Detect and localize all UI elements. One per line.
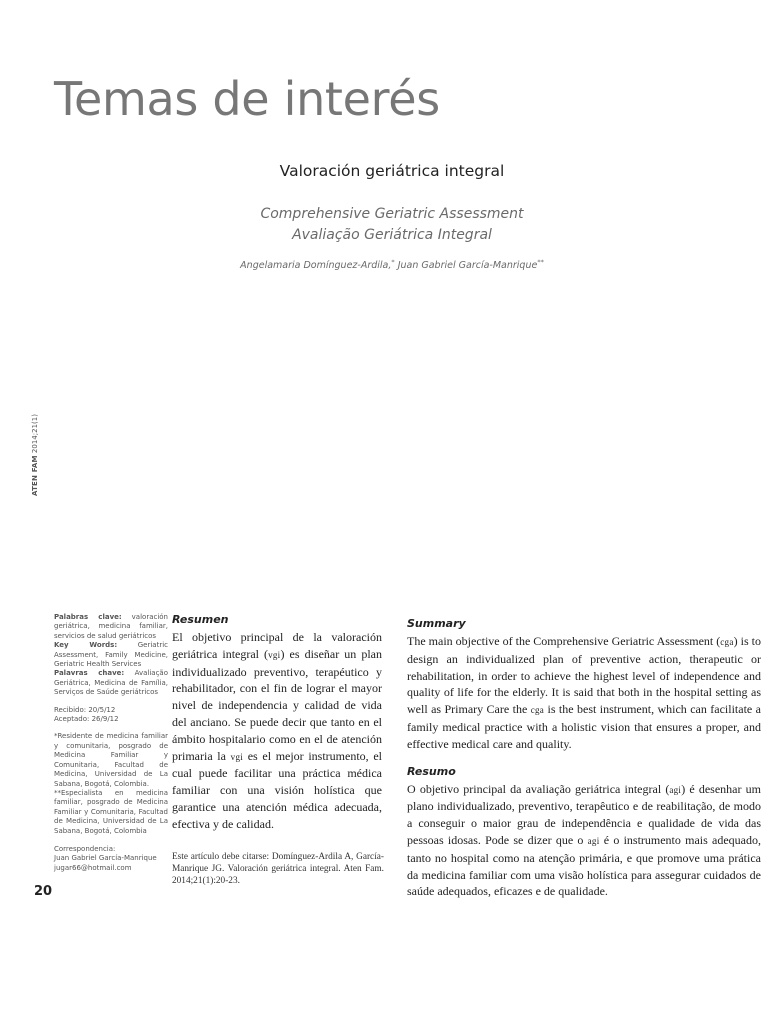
keywords-text: Geriatric Assessment, Family Medicine, Geriatric Health Services	[54, 641, 168, 669]
affiliation: **Especialista en medicina familiar, posgrado de Medicina Familiar y Comunitaria, Facultad de Medicina, Universidad de La Sabana, Bogotá, Colombia	[54, 788, 168, 835]
keywords-english	[54, 641, 168, 669]
abbreviation: vgi	[268, 649, 281, 660]
section-title: Temas de interés	[54, 72, 440, 126]
summary-section	[407, 617, 761, 753]
journal-abbreviation: ATEN FAM	[31, 455, 39, 496]
correspondence	[54, 845, 168, 873]
abbreviation: cga	[530, 705, 545, 716]
resumo-section	[407, 765, 761, 901]
received-date: Recibido: 20/5/12	[54, 705, 116, 714]
page-number: 20	[34, 884, 53, 899]
accepted-date: Aceptado: 26/9/12	[54, 715, 119, 724]
abstract-translations	[407, 617, 761, 900]
resumen-text: El objetivo principal de la valoración geriátrica integral (vgi) es diseñar un plan individualizado preventivo, terapéutico y rehabilitador, con el fin de lograr el mayor nivel de independencia y calidad de vida del anciano. Se puede decir que tanto en el ámbito hospitalario como en el de atención primaria la vgi es el mejor instrumento, el cual puede facilitar una práctica médica familiar con una visión holística que garantice una atención médica adecuada, efectiva y de calidad.	[172, 630, 382, 831]
affiliation: *Residente de medicina familiar y comunitaria, posgrado de Medicina Familiar y Comunitaria, Facultad de Medicina, Universidad de La Sabana, Bogotá, Colombia.	[54, 732, 168, 788]
keywords-text: Avaliação Geriátrica, Medicina de Família, Serviços de Saúde geriátricos	[54, 669, 168, 697]
keywords-portuguese	[54, 669, 168, 697]
article-title-english: Comprehensive Geriatric Assessment	[260, 206, 524, 222]
resumo-heading: Resumo	[407, 764, 456, 778]
abbreviation: vgi	[230, 751, 244, 762]
abbreviation: agi	[587, 835, 600, 846]
journal-reference-vertical	[31, 396, 43, 496]
correspondence-email: jugar66@hotmail.com	[54, 863, 132, 872]
summary-text: The main objective of the Comprehensive Geriatric Assessment (cga) is to design an individualized plan of preventive action, therapeutic or rehabilitation, in order to achieve the highest level of independence and quality of life for the elderly. It is said that both in the hospital setting as well as Primary Care the cga is the best instrument, which can facilitate a family medical practice with a holistic vision that ensures a proper, and effective medical care and quality.	[407, 634, 761, 751]
keywords-label: Palavras chave:	[54, 669, 125, 678]
abbreviation: cga	[720, 637, 734, 647]
correspondence-name: Juan Gabriel García-Manrique	[54, 854, 157, 863]
author-footnote-mark: **	[537, 258, 544, 266]
author-footnote-mark: *	[391, 258, 395, 266]
submission-dates	[54, 706, 168, 725]
keywords-text: valoración geriátrica, medicina familiar, servicios de salud geriátricos	[54, 613, 168, 640]
keywords-label: Palabras clave:	[54, 613, 122, 621]
keywords-spanish	[54, 613, 168, 641]
resumo-text: O objetivo principal da avaliação geriátrica integral (agi) é desenhar um plano individualizado, preventivo, terapêutico e de reabilitação, de modo a conseguir o maior grau de independência e qualidade de vida das pessoas idosas. Pode se dizer que o agi é o instrumento mais adequado, tanto no hospital como na atenção primária, e que promove uma prática da medicina familiar com uma visão holística para assegurar cuidados de saúde adequados, eficazes e de qualidade.	[407, 781, 762, 899]
journal-issue: 2014;21(1)	[31, 414, 39, 454]
article-title: Valoración geriátrica integral	[279, 162, 505, 180]
author-list	[0, 258, 768, 271]
author-affiliations	[54, 732, 168, 835]
article-sidebar	[54, 613, 168, 873]
summary-heading: Summary	[407, 617, 466, 630]
keywords-label: Key Words:	[54, 641, 118, 650]
resumen-section	[172, 613, 382, 833]
author-name: Juan Gabriel García-Manrique	[397, 260, 538, 272]
citation-note: Este artículo debe citarse: Domínguez-Ardila A, García-Manrique JG. Valoración geriátrica integral. Aten Fam. 2014;21(1):20-23.	[172, 852, 384, 886]
article-title-portuguese: Avaliação Geriátrica Integral	[292, 227, 492, 243]
author-name: Angelamaria Domínguez-Ardila,	[240, 260, 392, 272]
abbreviation: agi	[669, 784, 682, 795]
correspondence-label: Correspondencia:	[54, 844, 116, 853]
resumen-heading: Resumen	[172, 613, 229, 626]
